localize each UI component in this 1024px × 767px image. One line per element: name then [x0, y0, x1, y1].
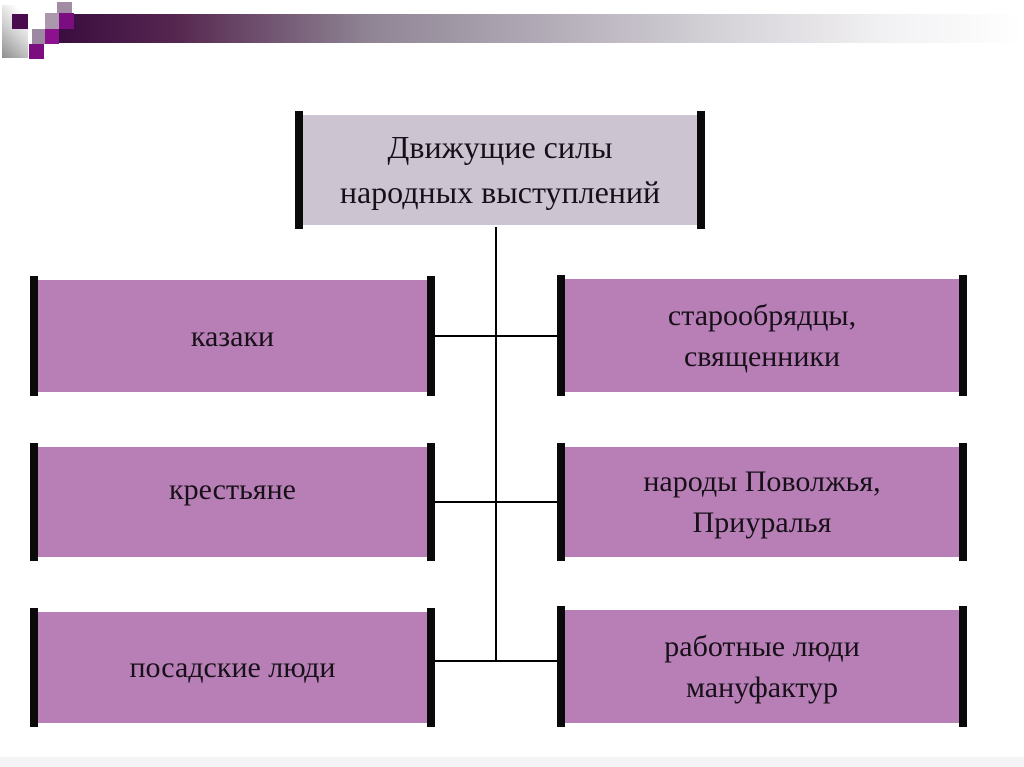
node-label-line: Приуралья — [692, 506, 832, 539]
box-edge-bar-right — [427, 276, 435, 396]
decoration-square — [32, 29, 45, 44]
node-label-line: народных выступлений — [339, 174, 661, 210]
decoration-square — [29, 44, 44, 59]
node-krestyane — [30, 447, 435, 557]
node-posadskie-lyudi — [30, 612, 435, 723]
node-rabotnye-lyudi — [557, 610, 967, 723]
connector-row-2 — [435, 501, 557, 503]
box-edge-bar-left — [30, 276, 38, 396]
node-label-line: народы Поволжья, — [643, 465, 881, 498]
node-fill — [38, 280, 427, 392]
node-label-line: Движущие силы — [387, 129, 613, 165]
node-narody-povolzhya — [557, 447, 967, 557]
decoration-square — [45, 29, 59, 44]
header-gradient-bar — [59, 14, 1024, 43]
connector-row-3 — [435, 660, 557, 662]
connector-vertical-trunk — [495, 227, 497, 662]
decoration-square — [59, 13, 74, 29]
box-edge-bar-right — [959, 443, 967, 561]
node-label-line: работные люди — [664, 629, 860, 663]
node-label-line: мануфактур — [685, 670, 839, 704]
box-edge-bar-left — [557, 606, 565, 727]
node-fill — [565, 279, 959, 392]
box-edge-bar-right — [427, 608, 435, 727]
box-edge-bar-right — [959, 606, 967, 727]
box-edge-bar-left — [295, 111, 303, 229]
slide-bottom-edge — [0, 757, 1024, 767]
node-label-line: священники — [683, 339, 841, 373]
node-root-title — [295, 115, 705, 225]
node-kazaki — [30, 280, 435, 392]
box-edge-bar-left — [30, 443, 38, 561]
node-fill — [38, 612, 427, 723]
node-label-line: старообрядцы, — [667, 298, 857, 332]
decoration-square — [45, 13, 59, 29]
box-edge-bar-right — [427, 443, 435, 561]
node-staroobryadtsy — [557, 279, 967, 392]
node-label-line: посадские люди — [129, 651, 336, 684]
node-fill — [565, 610, 959, 723]
header-gradient-square — [2, 5, 28, 58]
decoration-square — [12, 14, 28, 29]
node-fill — [565, 447, 959, 557]
box-edge-bar-left — [557, 443, 565, 561]
node-label-line: казаки — [190, 319, 275, 353]
box-edge-bar-right — [959, 275, 967, 396]
box-edge-bar-left — [30, 608, 38, 727]
node-fill — [38, 447, 427, 557]
box-edge-bar-right — [697, 111, 705, 229]
node-label-line: крестьяне — [169, 472, 296, 506]
box-edge-bar-left — [557, 275, 565, 396]
connector-row-1 — [435, 335, 557, 337]
node-root-fill — [303, 115, 697, 225]
